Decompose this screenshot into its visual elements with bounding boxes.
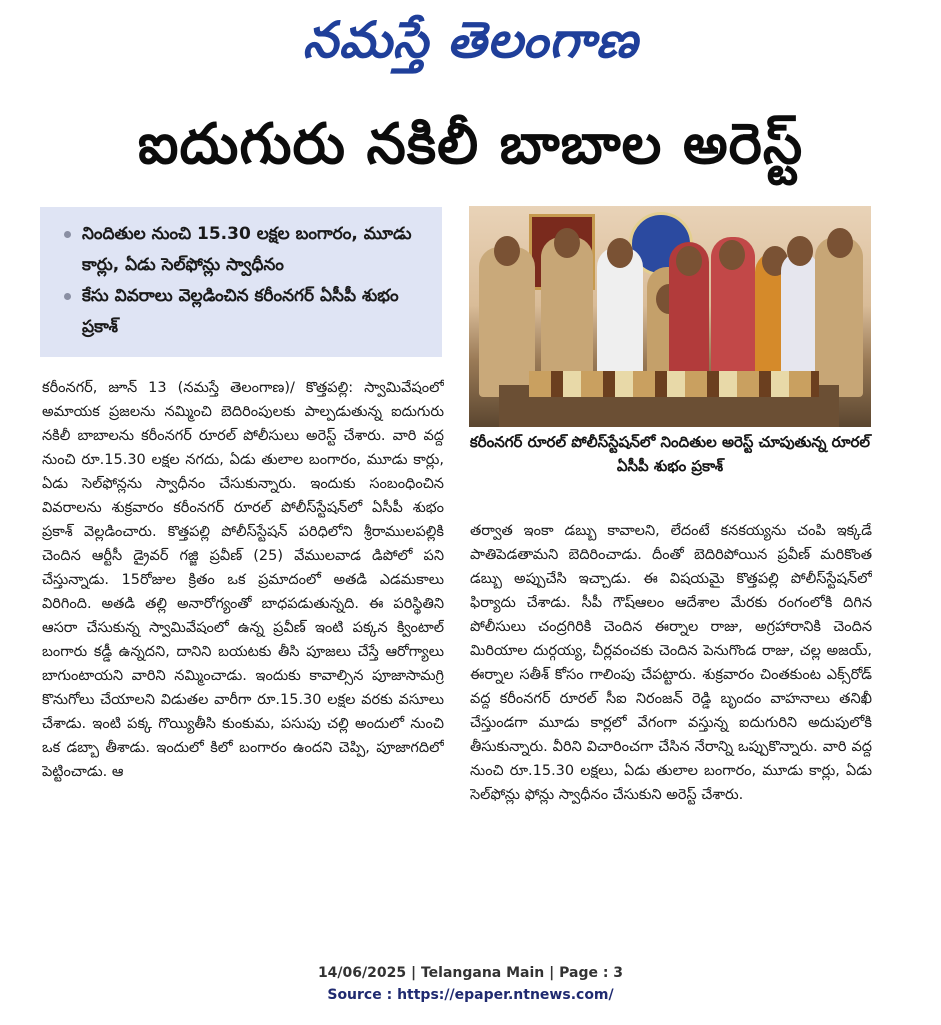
highlight-item: నిందితుల నుంచి 15.30 లక్షల బంగారం, మూడు కార్లు, ఏడు సెల్‌ఫోన్లు స్వాధీనం [62,219,432,281]
highlight-item: కేసు వివరాలు వెల్లడించిన కరీంనగర్ ఏసీపీ శుభం ప్రకాశ్ [62,281,432,343]
photo-caption: కరీంనగర్ రూరల్ పోలీస్‌స్టేషన్‌లో నిందితుల అరెస్ట్ చూపుతున్న రూరల్ ఏసీపీ శుభం ప్రకాశ్ [469,433,871,475]
article-paragraph: తర్వాత ఇంకా డబ్బు కావాలని, లేదంటే కనకయ్యను చంపి ఇక్కడే పాతిపెడతామని బెదిరించాడు. దీంతో బెదిరిపోయిన ప్రవీణ్ మరికొంత డబ్బు అప్పుచేసి ఇచ్చాడు. ఈ విషయమై కొత్తపల్లి పోలీస్‌స్టేషన్‌లో ఫిర్యాదు చేశాడు. సీపీ గౌష్‌ఆలం ఆదేశాల మేరకు రంగంలోకి దిగిన పోలీసులు చంద్రగిరికి చెందిన ఈర్నాల రాజు, అగ్రహారానికి చెందిన మిరియాల దుర్గయ్య, చీర్లవంచకు చెందిన పెనుగొండ రాజు, చల్ల అజయ్, ఈర్నాల సతీశ్ కోసం గాలింపు చేపట్టారు. శుక్రవారం చింతకుంట ఎక్స్‌రోడ్ వద్ద కరీంనగర్ రూరల్ సీఐ నిరంజన్ రెడ్డి బృందం వాహనాలు తనిఖీ చేస్తుండగా మూడు కార్లలో వేగంగా వస్తున్న ఐదుగురిని అదుపులోకి తీసుకున్నారు. వీరిని విచారించగా చేసిన నేరాన్ని ఒప్పుకొన్నారు. వారి వద్ద నుంచి రూ.15.30 లక్షలు, ఏడు తులాల బంగారం, మూడు కార్లు, ఏడు సెల్‌ఫోన్లు ఫోన్లు స్వాధీనం చేసుకుని అరెస్ట్ చేశారు. [470,523,872,803]
article-column-right [470,519,872,939]
page-footer [0,962,941,1006]
news-photo [469,206,871,427]
source-link[interactable]: Source : https://epaper.ntnews.com/ [327,987,614,1003]
article-paragraph: కరీంనగర్, జూన్ 13 (నమస్తే తెలంగాణ)/ కొత్తపల్లి: స్వామివేషంలో అమాయక ప్రజలను నమ్మించి బెదిరింపులకు పాల్పడుతున్న ఐదుగురు నకిలీ బాబాలను కరీంనగర్ రూరల్ పోలీసులు అరెస్ట్ చేశారు. వారి వద్ద నుంచి రూ.15.30 లక్షల నగదు, ఏడు తులాల బంగారం, మూడు కార్లు, ఏడు సెల్‌ఫోన్లను స్వాధీనం చేసుకున్నారు. ఇందుకు సంబంధించిన వివరాలను శుక్రవారం కరీంనగర్ రూరల్ పోలీస్‌స్టేషన్‌లో ఏసీపీ శుభం ప్రకాశ్ వెల్లడించారు. కొత్తపల్లి పోలీస్‌స్టేషన్ పరిధిలోని శ్రీరాములపల్లికి చెందిన ఆర్టీసీ డ్రైవర్ గజ్జి ప్రవీణ్ (25) వేములవాడ డిపోలో పని చేస్తున్నాడు. 15రోజుల క్రితం ఒక ప్రమాదంలో అతడి ఎడమకాలు విరిగింది. అతడి తల్లి అనారోగ్యంతో బాధపడుతున్నది. ఈ పరిస్థితిని ఆసరా చేసుకున్న స్వామివేషంలో ఉన్న ప్రవీణ్ ఇంటి పక్కన క్వింటాల్ బంగారు కడ్డీ ఉన్నదని, దానిని బయటకు తీసి పూజలు చేస్తే ఆరోగ్యాలు బాగుంటాయని వారిని నమ్మించాడు. ఇందుకు కావాల్సిన పూజాసామగ్రి కొనుగోలు చేయాలని విడుతల వారీగా రూ.15.30 లక్షల వరకు వసూలు చేశాడు. ఇంటి పక్క గొయ్యితీసి కుంకుమ, పసుపు చల్లి అందులో నుంచి ఒక డబ్బా తీశాడు. ఇందులో కిలో బంగారం ఉందని చెప్పి, పూజాగదిలో పెట్టించాడు. ఆ [42,380,444,780]
officer-figure [815,237,863,397]
edition-info: 14/06/2025 | Telangana Main | Page : 3 [317,965,624,981]
seized-items [529,371,819,397]
highlights-box [40,207,442,357]
newspaper-masthead: నమస్తే తెలంగాణ [302,11,639,69]
article-column-left [42,376,444,941]
article-headline: ఐదుగురు నకిలీ బాబాల అరెస్ట్ [137,112,804,177]
officer-figure [479,247,535,397]
